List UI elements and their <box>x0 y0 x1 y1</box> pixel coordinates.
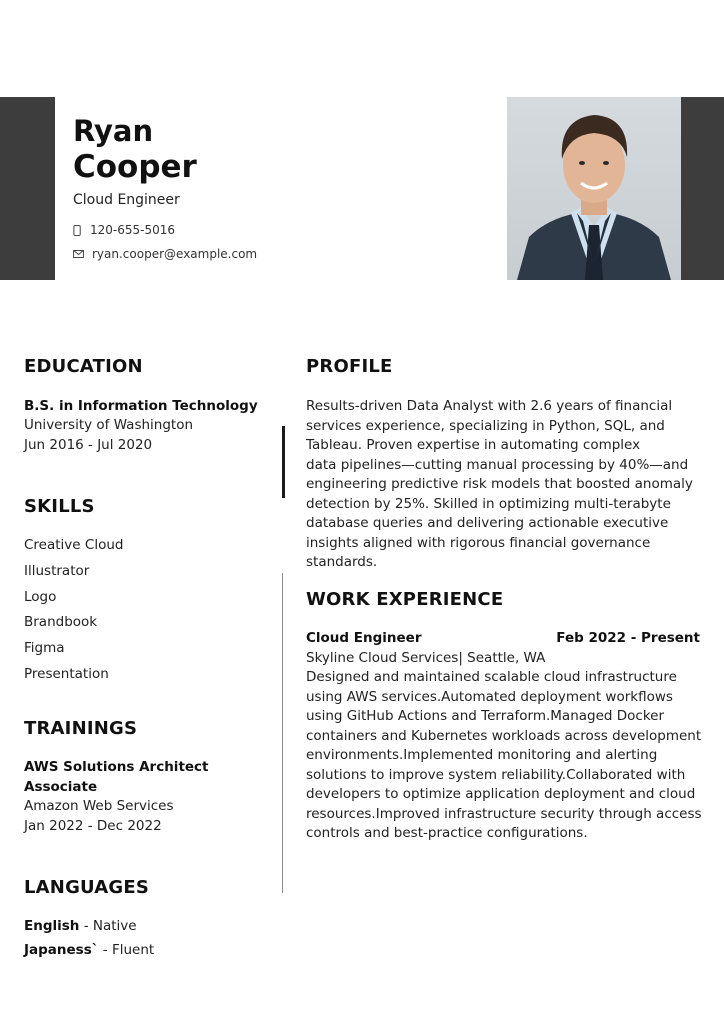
profile-line: engineering predictive risk models that boosted anomaly <box>306 476 693 492</box>
skills-heading: SKILLS <box>24 496 95 517</box>
portrait-image <box>507 97 681 280</box>
profile-line: Results-driven Data Analyst with 2.6 years of financial <box>306 398 673 414</box>
experience-line: containers and Kubernetes workloads across development <box>306 727 702 744</box>
language-item <box>24 917 137 937</box>
contact-phone <box>73 223 175 237</box>
skill-item: Logo <box>24 589 57 605</box>
experience-dates: Feb 2022 - Present <box>556 630 700 646</box>
language-item <box>24 941 154 961</box>
phone-number: 120-655-5016 <box>90 223 176 237</box>
education-dates: Jun 2016 - Jul 2020 <box>24 437 153 453</box>
contact-email <box>73 247 257 261</box>
education-degree: B.S. in Information Technology <box>24 398 258 414</box>
first-name: Ryan <box>73 114 154 148</box>
email-address: ryan.cooper@example.com <box>92 247 258 261</box>
experience-line: solutions to improve system reliability.Collaborated with <box>306 766 686 783</box>
experience-line: Designed and maintained scalable cloud infrastructure <box>306 669 677 685</box>
profile-line: data pipelines—cutting manual processing by 40%—and <box>306 456 689 473</box>
skill-item: Figma <box>24 640 65 656</box>
profile-photo <box>507 97 681 280</box>
experience-line: environments.Implemented monitoring and alerting <box>306 747 658 763</box>
experience-company: Skyline Cloud Services| Seattle, WA <box>306 650 546 666</box>
phone-icon <box>73 225 82 236</box>
experience-line: using GitHub Actions and Terraform.Managed Docker <box>306 708 665 724</box>
language-name: Japaness` <box>24 942 99 958</box>
profile-summary <box>306 397 706 573</box>
mail-icon <box>73 250 84 258</box>
job-title: Cloud Engineer <box>73 192 180 208</box>
trainings-heading: TRAININGS <box>24 718 138 739</box>
profile-line: services experience, specializing in Python, SQL, and <box>306 417 665 434</box>
training-dates: Jan 2022 - Dec 2022 <box>24 818 162 834</box>
language-level: - Native <box>79 918 137 934</box>
column-divider <box>282 573 283 893</box>
skill-item: Brandbook <box>24 614 98 630</box>
last-name: Cooper <box>73 149 197 185</box>
experience-line: developers to optimize application deployment and cloud <box>306 786 696 802</box>
language-name: English <box>24 918 80 934</box>
skill-item: Presentation <box>24 666 109 682</box>
profile-line: standards. <box>306 554 378 570</box>
profile-line: insights aligned with rigorous financial governance <box>306 534 651 551</box>
experience-description <box>306 668 706 844</box>
profile-line: Tableau. Proven expertise in automating complex <box>306 437 641 453</box>
training-provider: Amazon Web Services <box>24 798 174 814</box>
profile-heading: PROFILE <box>306 356 393 377</box>
languages-heading: LANGUAGES <box>24 877 150 898</box>
training-name-line2: Associate <box>24 779 98 795</box>
profile-line: database queries and delivering actionable executive <box>306 515 669 531</box>
skill-item: Illustrator <box>24 563 90 579</box>
experience-role: Cloud Engineer <box>306 630 422 646</box>
work-experience-heading: WORK EXPERIENCE <box>306 589 504 610</box>
training-name-line1: AWS Solutions Architect <box>24 759 209 775</box>
education-heading: EDUCATION <box>24 356 143 377</box>
experience-line: resources.Improved infrastructure security through access <box>306 805 702 822</box>
experience-line: using AWS services.Automated deployment workflows <box>306 688 673 705</box>
skill-item: Creative Cloud <box>24 537 124 553</box>
column-divider-accent <box>282 426 285 498</box>
language-level: - Fluent <box>98 942 155 958</box>
education-school: University of Washington <box>24 417 194 433</box>
experience-line: controls and best-practice configurations. <box>306 825 588 841</box>
profile-line: detection by 25%. Skilled in optimizing multi-terabyte <box>306 495 671 512</box>
